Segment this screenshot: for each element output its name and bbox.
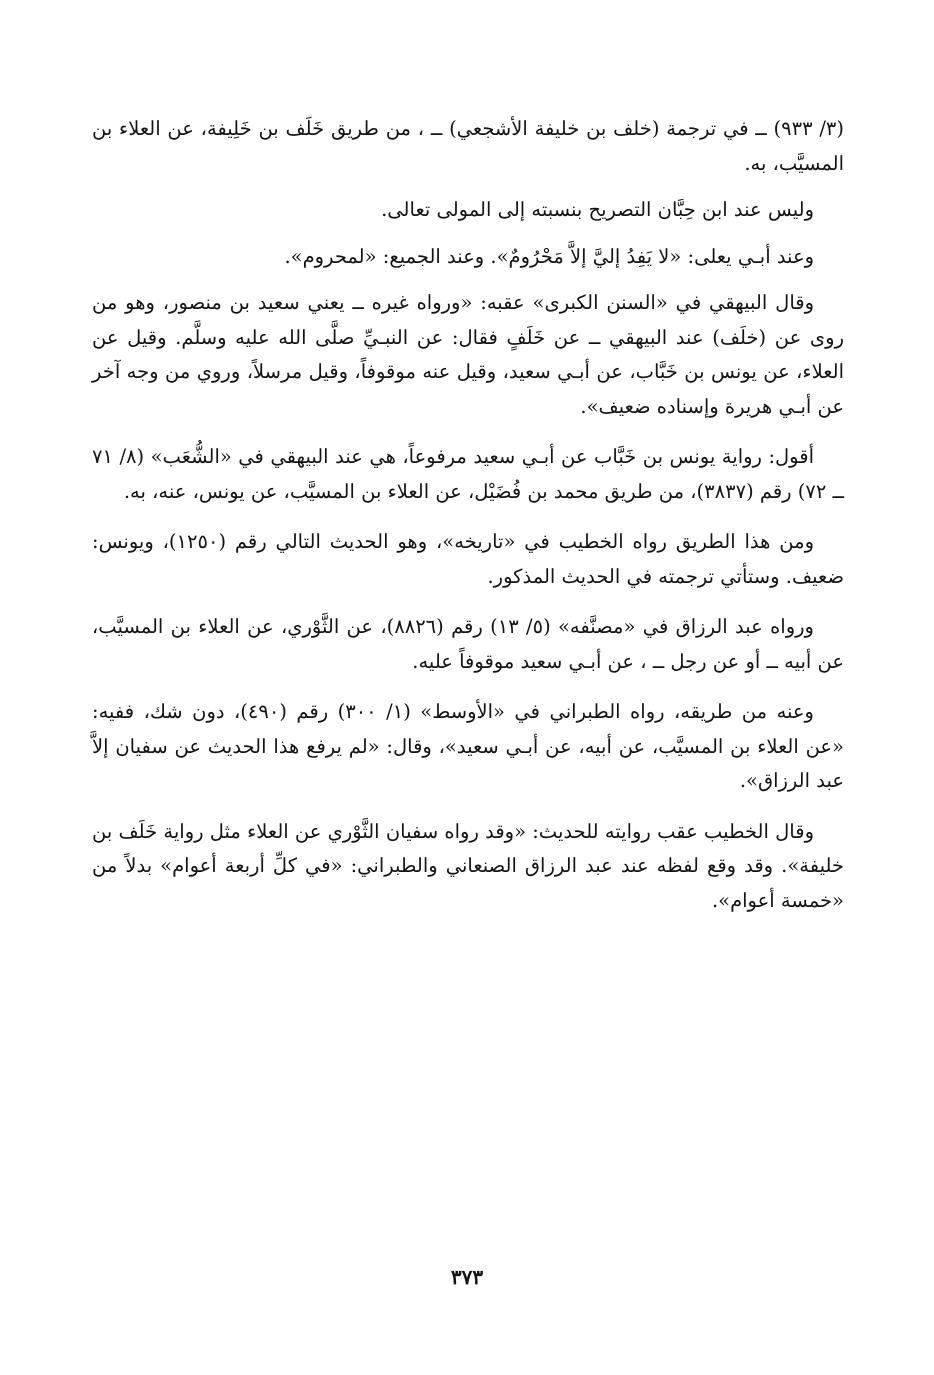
page-number: ٣٧٣ [450,1265,484,1289]
paragraph-8: وعنه من طريقه، رواه الطبراني في «الأوسط» (١/ ٣٠٠) رقم (٤٩٠)، دون شك، ففيه: «عن العلاء بن المسيَّب، عن أبيه، عن أبـي سعيد»، وقال: «لم يرفع هذا الحديث عن سفيان إلاَّ عبد الرزاق». [92,700,844,792]
paragraph-9: وقال الخطيب عقب روايته للحديث: «وقد رواه سفيان الثَّوْري عن العلاء مثل رواية خَلَف بن خليفة». وقد وقع لفظه عند عبد الرزاق الصنعاني والطبراني: «في كلِّ أربعة أعوام» بدلاً من «خمسة أعوام». [92,819,844,912]
paragraph-5: أقول: رواية يونس بن خَبَّاب عن أبـي سعيد مرفوعاً، هي عند البيهقي في «الشُّعَب» (٨/ ٧١ ــ ٧٢) رقم (٣٨٣٧)، من طريق محمد بن فُضَيْل، عن العلاء بن المسيَّب، عن يونس، عنه، به. [92,445,844,503]
paragraph-4: وقال البيهقي في «السنن الكبرى» عقبه: «ورواه غيره ــ يعني سعيد بن منصور، وهو من روى عن (خلَف) عند البيهقي ــ عن خَلَفٍ فقال: عن النبـيِّ صلَّى الله عليه وسلَّم. وقيل عن العلاء، عن يونس بن خَبَّاب، عن أبـي سعيد، وقيل عنه موقوفاً، وقيل مرسلاً، وروي من وجه آخر عن أبـي هريرة وإسناده ضعيف». [92,291,844,418]
paragraph-1: (٣/ ٩٣٣) ــ في ترجمة (خلف بن خليفة الأشجعي) ــ ، من طريق خَلَف بن خَلِيفة، عن العلاء بن المسيَّب، به. [92,117,844,175]
page-body [92,112,844,918]
paragraph-6: ومن هذا الطريق رواه الخطيب في «تاريخه»، وهو الحديث التالي رقم (١٢٥٠)، ويونس: ضعيف. وستأتي ترجمته في الحديث المذكور. [92,530,844,588]
paragraph-2: وليس عند ابن حِبَّان التصريح بنسبته إلى المولى تعالى. [381,198,814,221]
paragraph-3: وعند أبـي يعلى: «لا يَفِدُ إليَّ إلاَّ مَحْرُومٌ». وعند الجميع: «لمحروم». [284,244,814,268]
paragraph-7: ورواه عبد الرزاق في «مصنَّفه» (٥/ ١٣) رقم (٨٨٢٦)، عن الثَّوْري، عن العلاء بن المسيَّب، عن أبيه ــ أو عن رجل ــ ، عن أبـي سعيد موقوفاً عليه. [92,615,844,673]
